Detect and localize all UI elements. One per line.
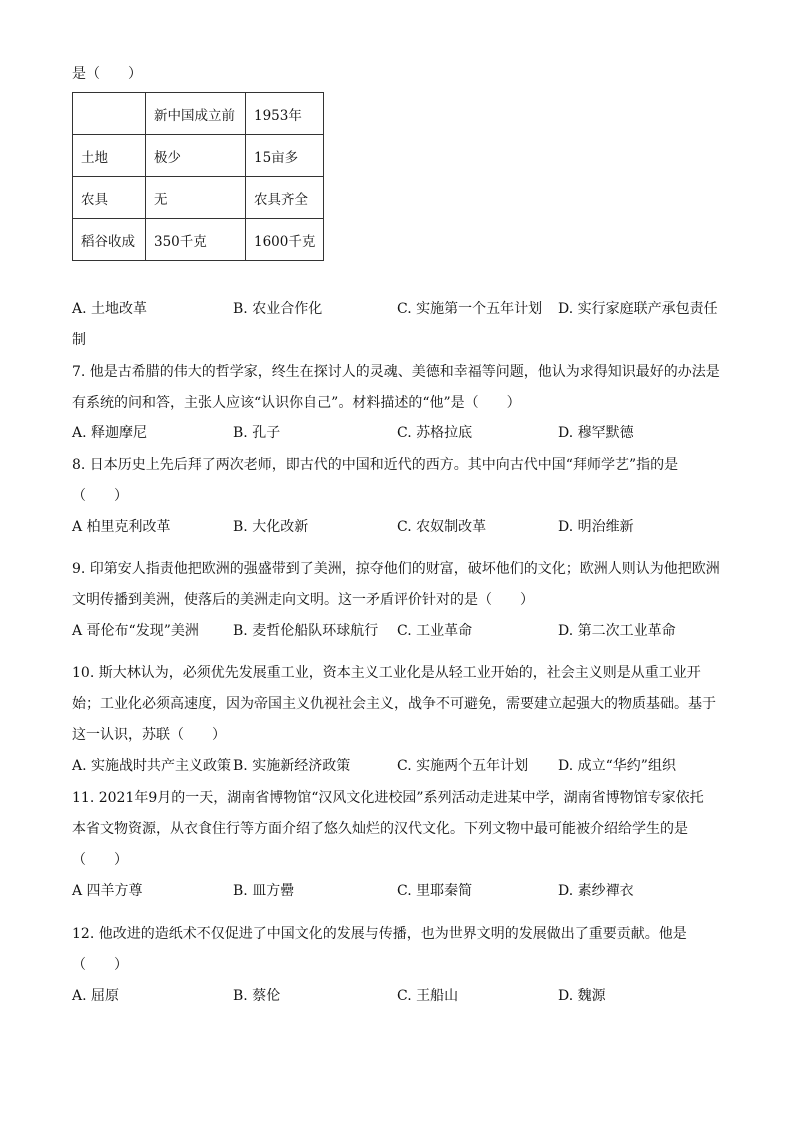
- table-cell: 稻谷收成: [73, 219, 146, 261]
- q12-option-a[interactable]: A. 屈原: [72, 988, 120, 1004]
- table-cell: 15亩多: [246, 135, 324, 177]
- q9-option-d[interactable]: D. 第二次工业革命: [558, 623, 676, 639]
- table-cell: 1600千克: [246, 219, 324, 261]
- table-header-cell: [73, 93, 146, 135]
- q9-stem-line-2: 文明传播到美洲，使落后的美洲走向文明。这一矛盾评价针对的是（ ）: [72, 592, 534, 608]
- q11-stem-line-2: 本省文物资源，从衣食住行等方面介绍了悠久灿烂的汉代文化。下列文物中最可能被介绍给学生的是: [72, 821, 688, 837]
- q12-stem-line-2: （ ）: [72, 957, 128, 973]
- q8-stem-line-1: 8. 日本历史上先后拜了两次老师，即古代的中国和近代的西方。其中向古代中国“拜师学艺”指的是: [72, 457, 679, 473]
- q10-stem-line-2: 始；工业化必须高速度，因为帝国主义仇视社会主义，战争不可避免，需要建立起强大的物质基础。基于: [72, 696, 716, 712]
- q10-option-c[interactable]: C. 实施两个五年计划: [397, 758, 529, 774]
- q7-option-d[interactable]: D. 穆罕默德: [558, 425, 634, 441]
- q10-option-a[interactable]: A. 实施战时共产主义政策: [72, 758, 232, 774]
- q8-stem-line-2: （ ）: [72, 488, 128, 504]
- q6-stem-tail: 是（ ）: [72, 66, 142, 82]
- q10-stem-line-1: 10. 斯大林认为，必须优先发展重工业，资本主义工业化是从轻工业开始的，社会主义则是从重工业开: [72, 665, 701, 681]
- q11-stem-line-1: 11. 2021年9月的一天，湖南省博物馆“汉风文化进校园”系列活动走进某中学，湖南省博物馆专家依托: [72, 790, 704, 806]
- q6-comparison-table: [72, 92, 324, 261]
- table-cell: 农具齐全: [246, 177, 324, 219]
- q6-option-b[interactable]: B. 农业合作化: [233, 301, 323, 317]
- q9-option-c[interactable]: C. 工业革命: [397, 623, 473, 639]
- q8-option-c[interactable]: C. 农奴制改革: [397, 519, 487, 535]
- q7-stem-line-1: 7. 他是古希腊的伟大的哲学家，终生在探讨人的灵魂、美德和幸福等问题，他认为求得知识最好的办法是: [72, 364, 720, 380]
- table-header-cell: 新中国成立前: [146, 93, 246, 135]
- table-cell: 350千克: [146, 219, 246, 261]
- q6-option-c[interactable]: C. 实施第一个五年计划: [397, 301, 543, 317]
- q9-option-a[interactable]: A 哥伦布“发现”美洲: [72, 623, 199, 639]
- q10-option-b[interactable]: B. 实施新经济政策: [233, 758, 351, 774]
- q11-option-b[interactable]: B. 皿方罍: [233, 883, 295, 899]
- q11-option-d[interactable]: D. 素纱襌衣: [558, 883, 634, 899]
- q6-option-a[interactable]: A. 土地改革: [72, 301, 148, 317]
- q7-stem-line-2: 有系统的问和答，主张人应该“认识你自己”。材料描述的“他”是（ ）: [72, 395, 521, 411]
- q10-option-d[interactable]: D. 成立“华约”组织: [558, 758, 676, 774]
- q8-option-a[interactable]: A 柏里克利改革: [72, 519, 171, 535]
- table-row: [73, 219, 324, 261]
- q7-option-c[interactable]: C. 苏格拉底: [397, 425, 473, 441]
- table-row: [73, 135, 324, 177]
- q12-option-c[interactable]: C. 王船山: [397, 988, 459, 1004]
- q12-option-d[interactable]: D. 魏源: [558, 988, 606, 1004]
- table-row: [73, 177, 324, 219]
- q7-option-b[interactable]: B. 孔子: [233, 425, 281, 441]
- table-header-row: [73, 93, 324, 135]
- q7-option-a[interactable]: A. 释迦摩尼: [72, 425, 148, 441]
- q11-stem-line-3: （ ）: [72, 852, 128, 868]
- q12-option-b[interactable]: B. 蔡伦: [233, 988, 281, 1004]
- q10-stem-line-3: 这一认识，苏联（ ）: [72, 727, 226, 743]
- q8-option-d[interactable]: D. 明治维新: [558, 519, 634, 535]
- table-cell: 无: [146, 177, 246, 219]
- q11-option-c[interactable]: C. 里耶秦简: [397, 883, 473, 899]
- q12-stem-line-1: 12. 他改进的造纸术不仅促进了中国文化的发展与传播，也为世界文明的发展做出了重要贡献。他是: [72, 926, 687, 942]
- table-cell: 农具: [73, 177, 146, 219]
- q11-option-a[interactable]: A 四羊方尊: [72, 883, 143, 899]
- table-cell: 极少: [146, 135, 246, 177]
- q8-option-b[interactable]: B. 大化改新: [233, 519, 309, 535]
- q6-option-d[interactable]: D. 实行家庭联产承包责任: [558, 301, 718, 317]
- q9-stem-line-1: 9. 印第安人指责他把欧洲的强盛带到了美洲，掠夺他们的财富，破坏他们的文化；欧洲人则认为他把欧洲: [72, 561, 720, 577]
- q9-option-b[interactable]: B. 麦哲伦船队环球航行: [233, 623, 379, 639]
- table-header-cell: 1953年: [246, 93, 324, 135]
- table-cell: 土地: [73, 135, 146, 177]
- q6-option-wrap: 制: [72, 332, 86, 348]
